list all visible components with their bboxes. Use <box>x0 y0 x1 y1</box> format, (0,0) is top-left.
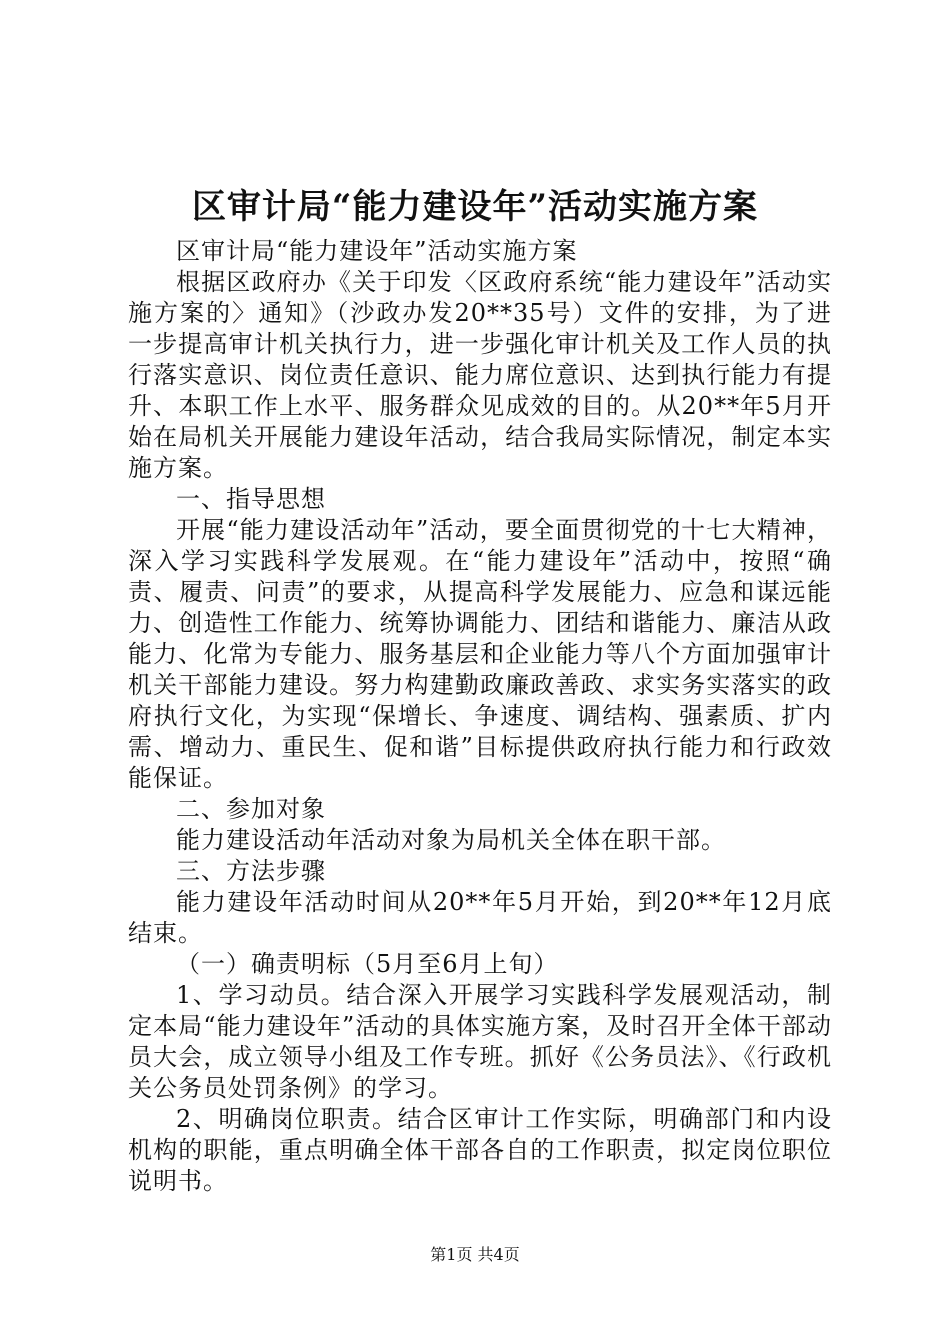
subsection-heading-define-goals: （一）确责明标（5月至6月上旬） <box>176 950 559 978</box>
paragraph-guiding-ideology: 开展“能力建设活动年”活动，要全面贯彻党的十七大精神，深入学习实践科学发展观。在“能力建设年”活动中，按照“确责、履责、问责”的要求，从提高科学发展能力、应急和谋远能力、创造性工作能力、统筹协调能力、团结和谐能力、廉洁从政能力、化常为专能力、服务基层和企业能力等八个方面加强审计机关干部能力建设。努力构建勤政廉政善政、求实务实落实的政府执行文化，为实现“保增长、争速度、调结构、强素质、扩内需、增动力、重民生、促和谐”目标提供政府执行能力和行政效能保证。 <box>128 516 832 792</box>
paragraph-intro: 根据区政府办《关于印发〈区政府系统“能力建设年”活动实施方案的〉通知》（沙政办发20**35号）文件的安排，为了进一步提高审计机关执行力，进一步强化审计机关及工作人员的执行落实意识、岗位责任意识、能力席位意识、达到执行能力有提升、本职工作上水平、服务群众见成效的目的。从20**年5月开始在局机关开展能力建设年活动，结合我局实际情况，制定本实施方案。 <box>128 268 832 482</box>
section-heading-participants: 二、参加对象 <box>176 795 326 823</box>
section-heading-methods-steps: 三、方法步骤 <box>176 857 326 885</box>
document-body <box>128 236 832 1197</box>
paragraph-study-mobilization: 1、学习动员。结合深入开展学习实践科学发展观活动，制定本局“能力建设年”活动的具体实施方案，及时召开全体干部动员大会，成立领导小组及工作专班。抓好《公务员法》、《行政机关公务员处罚条例》的学习。 <box>128 981 832 1102</box>
paragraph-clarify-duties: 2、明确岗位职责。结合区审计工作实际，明确部门和内设机构的职能，重点明确全体干部各自的工作职责，拟定岗位职位说明书。 <box>128 1105 832 1195</box>
document-title: 区审计局“能力建设年”活动实施方案 <box>191 187 759 227</box>
section-heading-guiding-ideology: 一、指导思想 <box>176 485 326 513</box>
page-footer: 第1页 共4页 <box>430 1245 520 1264</box>
paragraph-subtitle: 区审计局“能力建设年”活动实施方案 <box>176 237 578 265</box>
paragraph-participants: 能力建设活动年活动对象为局机关全体在职干部。 <box>176 826 726 854</box>
paragraph-methods-steps: 能力建设年活动时间从20**年5月开始，到20**年12月底结束。 <box>128 888 832 947</box>
